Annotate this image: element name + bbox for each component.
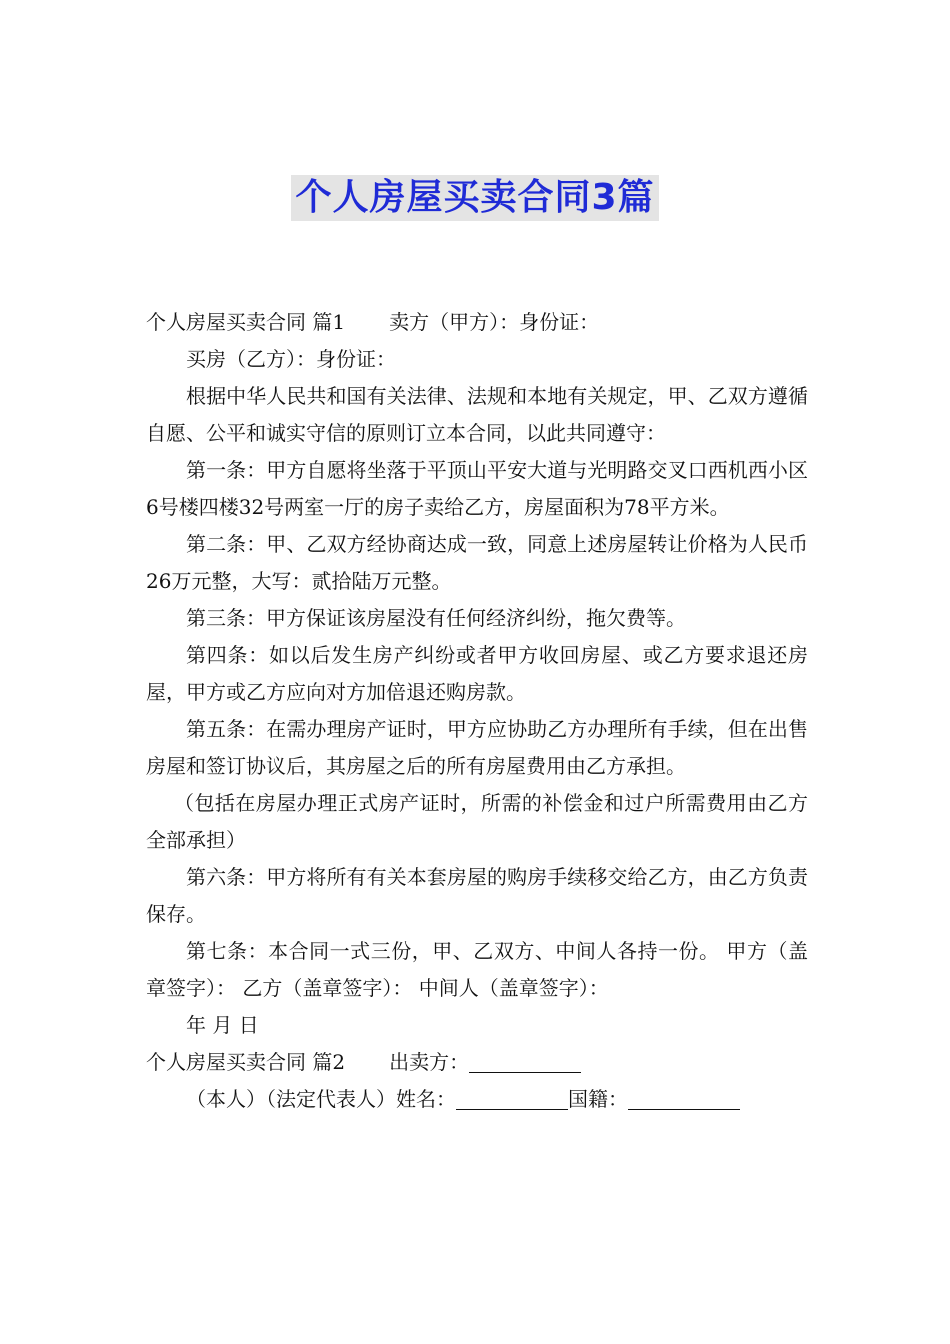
document-title	[0, 175, 950, 221]
article-5: 第五条：在需办理房产证时，甲方应协助乙方办理所有手续，但在出售房屋和签订协议后，其房屋之后的所有房屋费用由乙方承担。	[146, 717, 808, 778]
name-blank-field[interactable]	[456, 1087, 568, 1110]
article-7: 第七条：本合同一式三份，甲、乙双方、中间人各持一份。 甲方（盖章签字）： 乙方（盖章签字）： 中间人（盖章签字）：	[146, 939, 808, 1000]
contract-1-header	[146, 304, 808, 341]
preamble-paragraph: 根据中华人民共和国有关法律、法规和本地有关规定，甲、乙双方遵循自愿、公平和诚实守信的原则订立本合同，以此共同遵守：	[146, 384, 808, 445]
article-4: 第四条：如以后发生房产纠纷或者甲方收回房屋、或乙方要求退还房屋，甲方或乙方应向对方加倍退还购房款。	[146, 643, 808, 704]
article-2: 第二条：甲、乙双方经协商达成一致，同意上述房屋转让价格为人民币26万元整，大写：贰拾陆万元整。	[146, 532, 808, 593]
document-body	[146, 304, 808, 1118]
contract-2-heading: 个人房屋买卖合同 篇2	[146, 1050, 346, 1074]
contract-2-header	[146, 1044, 808, 1081]
article-1: 第一条：甲方自愿将坐落于平顶山平安大道与光明路交叉口西机西小区6号楼四楼32号两室一厅的房子卖给乙方，房屋面积为78平方米。	[146, 458, 808, 519]
article-6: 第六条：甲方将所有有关本套房屋的购房手续移交给乙方，由乙方负责保存。	[146, 865, 808, 926]
seller-blank-field[interactable]	[469, 1050, 581, 1073]
article-5-note: （包括在房屋办理正式房产证时，所需的补偿金和过户所需费用由乙方全部承担）	[146, 791, 808, 852]
seller-line: 卖方（甲方）：身份证：	[389, 310, 600, 334]
article-3: 第三条：甲方保证该房屋没有任何经济纠纷，拖欠费等。	[186, 606, 686, 630]
seller-label: 出卖方：	[389, 1050, 470, 1074]
nationality-blank-field[interactable]	[628, 1087, 740, 1110]
name-label: （本人）（法定代表人）姓名：	[186, 1087, 456, 1111]
title-text: 个人房屋买卖合同3篇	[291, 175, 658, 221]
buyer-line: 买房（乙方）：身份证：	[186, 347, 396, 371]
nationality-label: 国籍：	[568, 1087, 628, 1111]
party-identity-line	[146, 1081, 808, 1118]
contract-1-heading: 个人房屋买卖合同 篇1	[146, 310, 346, 334]
date-line: 年 月 日	[186, 1013, 259, 1037]
